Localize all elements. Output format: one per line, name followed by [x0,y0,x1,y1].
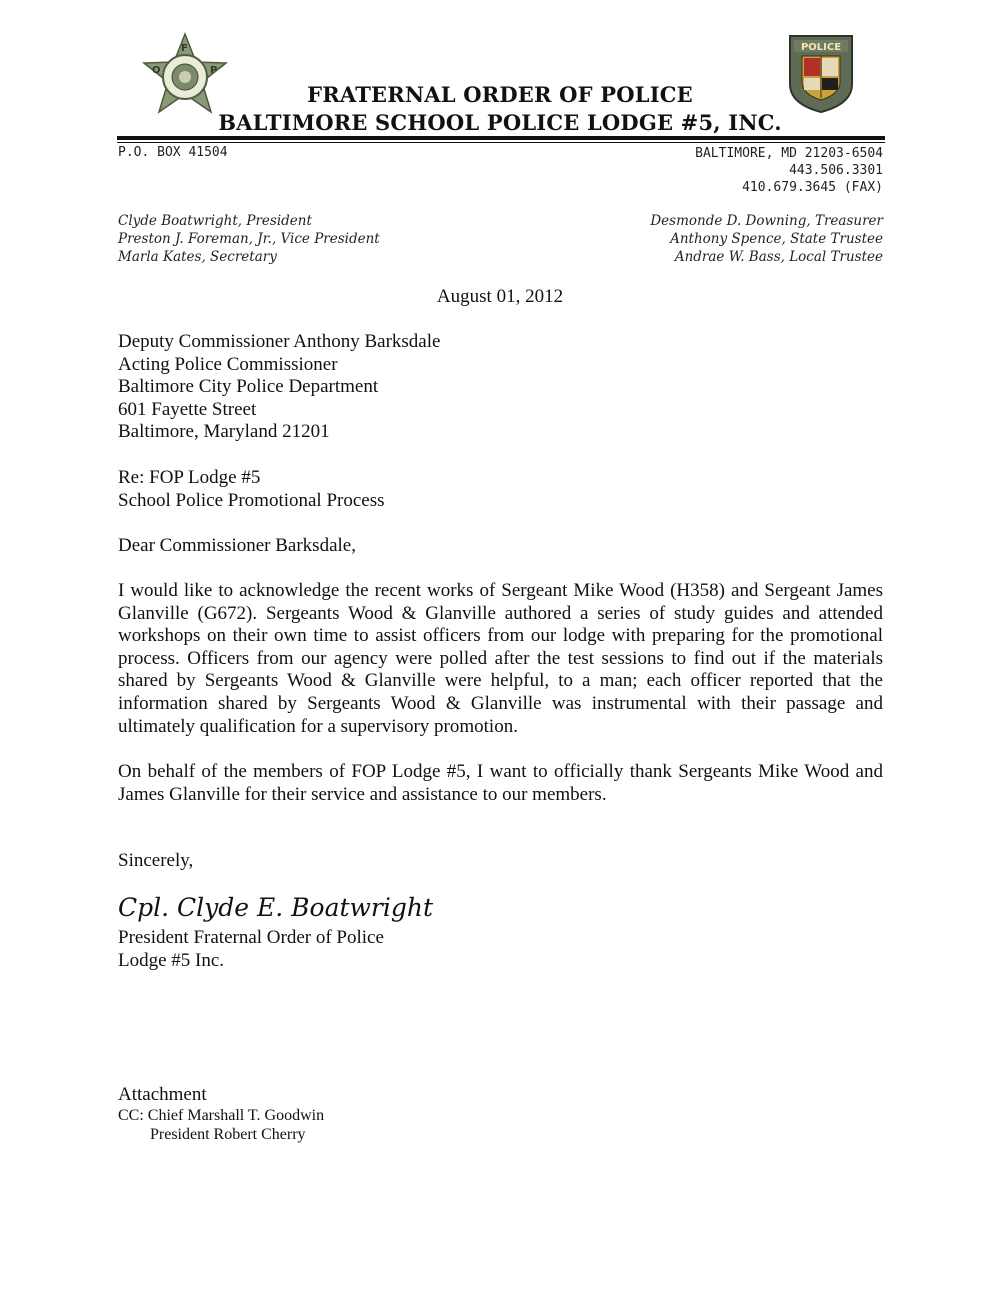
signer-title-line1: President Fraternal Order of Police [118,927,384,948]
seal-letter-o: O [152,65,161,76]
officer-secretary: Marla Kates, Secretary [118,249,277,265]
letter-date: August 01, 2012 [436,286,564,307]
cc-line2: President Robert Cherry [150,1126,306,1143]
contact-block [500,145,883,196]
officer-vice-president: Preston J. Foreman, Jr., Vice President [118,231,380,247]
officers-right [500,212,883,266]
badge-police-text: POLICE [800,42,842,53]
signature: Cpl. Clyde E. Boatwright [118,893,434,922]
officer-president: Clyde Boatwright, President [118,213,312,229]
signer-title-line2: Lodge #5 Inc. [118,949,225,971]
signer-title-block [118,927,384,972]
body-paragraph-1: I would like to acknowledge the recent works of Sergeant Mike Wood (H358) and Sergeant James Glanville (G672). Sergeants Wood & Glanville authored a series of study guides and attended workshops on their own time to assist officers from our lodge with preparing for the promotional process. Officers from our agency were polled after the test sessions to find out if the materials shared by Sergeants Wood & Glanville were helpful, to a man; each officer reported that the information shared by Sergeants Wood & Glanville was instrumental with their passage and ultimately qualification for a supervisory promotion. [118,580,883,737]
org-name-line1: FRATERNAL ORDER OF POLICE [307,82,693,107]
seal-letter-f: F [181,43,188,54]
subject-line1: Re: FOP Lodge #5 [118,467,261,488]
address-line: BALTIMORE, MD 21203-6504 [695,146,883,161]
fax-line: 410.679.3645 (FAX) [742,180,883,195]
recipient-name: Deputy Commissioner Anthony Barksdale [118,331,441,352]
recipient-department: Baltimore City Police Department [118,376,379,398]
recipient-block [118,331,440,444]
subject-line2: School Police Promotional Process [118,489,385,511]
officer-local-trustee: Andrae W. Bass, Local Trustee [674,249,883,265]
body-paragraph-2: On behalf of the members of FOP Lodge #5, I want to officially thank Sergeants Mike Wood and James Glanville for their service and assistance to our members. [118,761,883,805]
officer-state-trustee: Anthony Spence, State Trustee [670,231,883,247]
seal-letter-p: P [210,65,218,76]
subject-block [118,467,385,512]
officer-treasurer: Desmonde D. Downing, Treasurer [650,213,883,229]
header-rule-thin [117,142,885,143]
header-rule-thick [117,136,885,140]
attachment-label: Attachment [118,1084,207,1105]
phone-line: 443.506.3301 [789,163,883,178]
closing: Sincerely, [118,850,194,871]
po-box: P.O. BOX 41504 [118,145,228,160]
salutation: Dear Commissioner Barksdale, [118,535,356,556]
recipient-title: Acting Police Commissioner [118,353,338,375]
org-name-line2: BALTIMORE SCHOOL POLICE LODGE #5, INC. [218,110,782,135]
recipient-street: 601 Fayette Street [118,398,257,420]
cc-line1: CC: Chief Marshall T. Goodwin [118,1107,325,1124]
recipient-city: Baltimore, Maryland 21201 [118,421,330,443]
officers-left [118,212,380,266]
